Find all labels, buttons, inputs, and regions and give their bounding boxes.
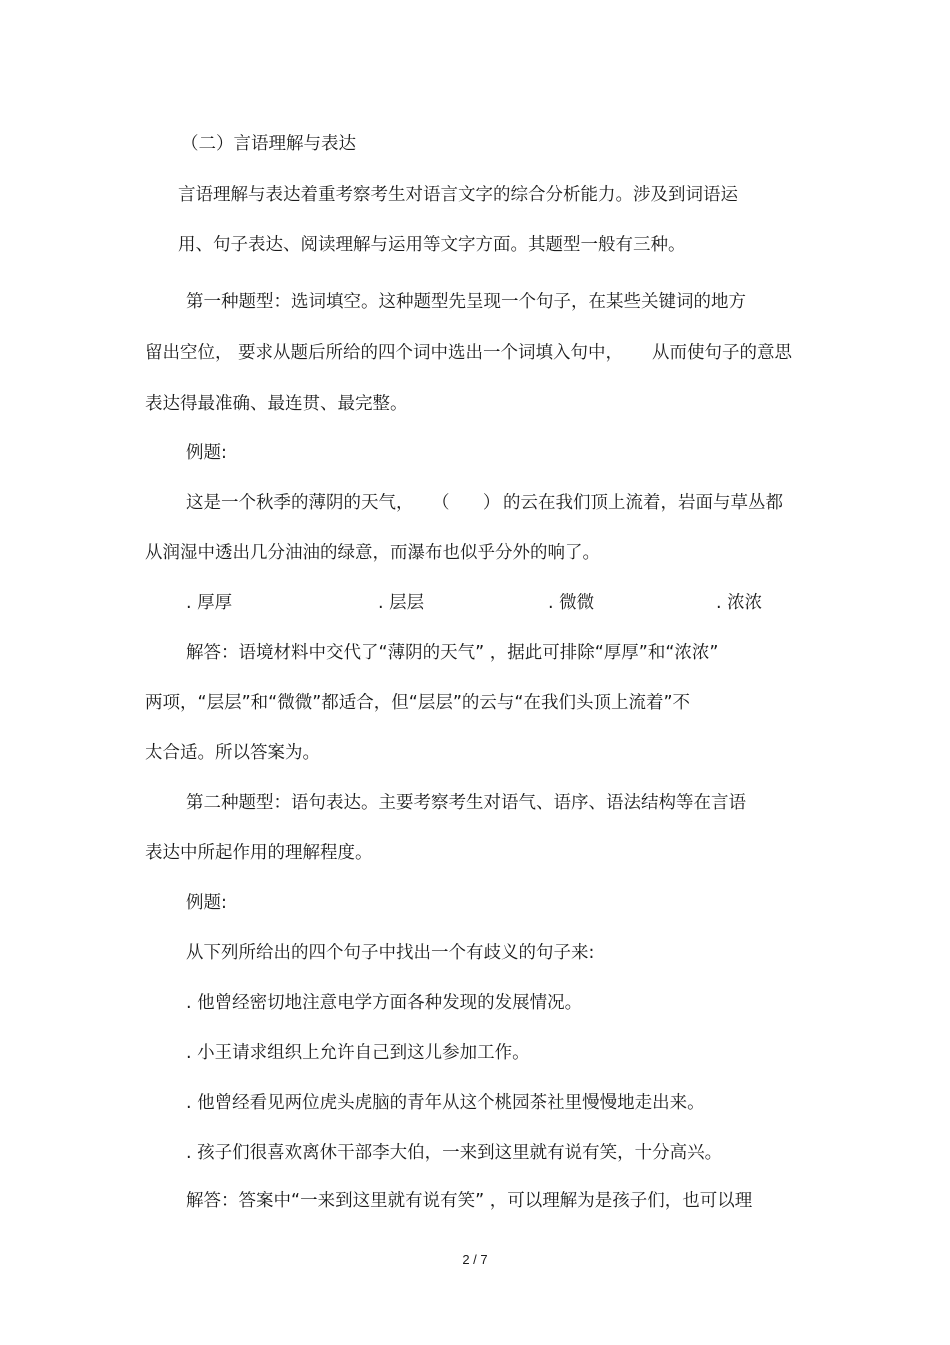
example1-answer-line-2: 两项，“层层”和“微微”都适合，但“层层”的云与“在我们头顶上流着”不 bbox=[145, 693, 691, 713]
example1-question-line-2: 从润湿中透出几分油油的绿意，而瀑布也似乎分外的响了。 bbox=[145, 543, 600, 563]
intro-line-2: 用、句子表达、阅读理解与运用等文字方面。其题型一般有三种。 bbox=[178, 235, 686, 255]
example2-option-b: . 小王请求组织上允许自己到这儿参加工作。 bbox=[186, 1043, 530, 1063]
section-heading: （二）言语理解与表达 bbox=[181, 134, 356, 154]
example1-question-line-1b: 的云在我们顶上流着，岩面与草丛都 bbox=[503, 493, 783, 513]
example1-answer-line-3: 太合适。所以答案为。 bbox=[145, 743, 320, 763]
example1-option-a: . 厚厚 bbox=[186, 593, 233, 613]
example2-answer-line-1: 解答：答案中“一来到这里就有说有笑” ，可以理解为是孩子们，也可以理 bbox=[186, 1191, 753, 1211]
intro-line-1: 言语理解与表达着重考察考生对语言文字的综合分析能力。涉及到词语运 bbox=[178, 185, 738, 205]
example2-option-c: . 他曾经看见两位虎头虎脑的青年从这个桃园茶社里慢慢地走出来。 bbox=[186, 1093, 705, 1113]
example1-question-line-1a: 这是一个秋季的薄阴的天气， bbox=[186, 493, 414, 513]
type1-line-2: 留出空位， 要求从题后所给的四个词中选出一个词填入句中， bbox=[145, 343, 624, 363]
type1-line-3: 表达得最准确、最连贯、最完整。 bbox=[145, 394, 408, 414]
type2-line-2: 表达中所起作用的理解程度。 bbox=[145, 843, 373, 863]
example2-label: 例题: bbox=[186, 893, 227, 913]
example1-option-b: . 层层 bbox=[378, 593, 425, 613]
page-number: 2 / 7 bbox=[462, 1252, 488, 1267]
example1-option-d: . 浓浓 bbox=[716, 593, 763, 613]
type1-line-1: 第一种题型：选词填空。这种题型先呈现一个句子，在某些关键词的地方 bbox=[186, 292, 746, 312]
example2-prompt: 从下列所给出的四个句子中找出一个有歧义的句子来: bbox=[186, 943, 595, 963]
example2-option-d: . 孩子们很喜欢离休干部李大伯，一来到这里就有说有笑，十分高兴。 bbox=[186, 1143, 723, 1163]
example1-label: 例题: bbox=[186, 443, 227, 463]
example2-option-a: . 他曾经密切地注意电学方面各种发现的发展情况。 bbox=[186, 993, 583, 1013]
type1-line-2-end: 从而使句子的意思 bbox=[652, 343, 792, 363]
example1-answer-line-1: 解答：语境材料中交代了“薄阴的天气” ，据此可排除“厚厚”和“浓浓” bbox=[186, 643, 719, 663]
type2-line-1: 第二种题型：语句表达。主要考察考生对语气、语序、语法结构等在言语 bbox=[186, 793, 746, 813]
example1-option-c: . 微微 bbox=[548, 593, 595, 613]
example1-blank: （ ） bbox=[432, 493, 501, 513]
